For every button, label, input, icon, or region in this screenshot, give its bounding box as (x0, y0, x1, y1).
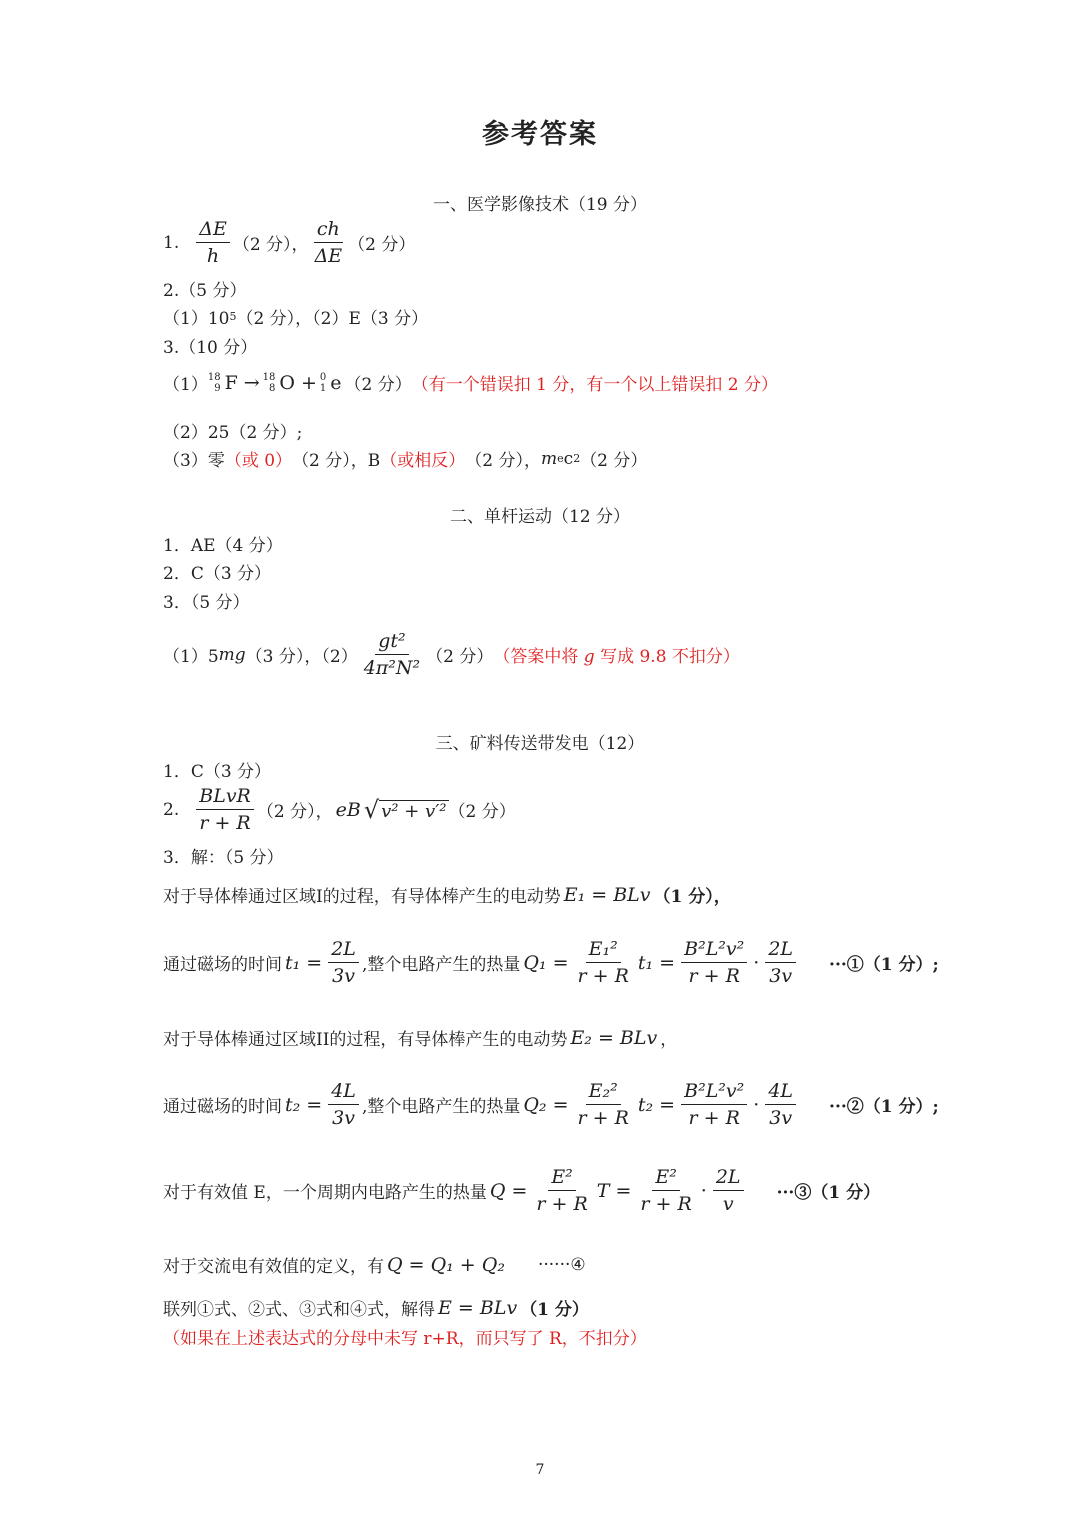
s3-q2: 2. $\frac{\text{BLvR}}{r + R}$ （2 分）， eB √ v² + v′² （2 分） (163, 785, 516, 834)
page-title: 参考答案 (482, 119, 598, 150)
nuclide-f18: 18 9 F (207, 371, 238, 394)
s1-q2-answer: （1）10 5 （2 分），（2）E（3 分） (163, 309, 429, 329)
s1-q1 (163, 218, 415, 267)
s3-line-7: 联列①式、②式、③式和④式，解得 E = BLv （1 分） (163, 1296, 589, 1320)
fraction-ch-over-delta-e: $\frac{ch}{\Delta E}$ (314, 218, 343, 267)
s3-grading-note: （如果在上述表达式的分母中未写 r+R，而只写了 R，不扣分） (163, 1329, 647, 1349)
s1-q3-1: （1） 18 9 F → 18 8 O + 0 1 e （2 分） （有一个错误扣 1 分，有一个以上错误扣 2 分） (163, 371, 779, 395)
s1-q2-head: 2.（5 分） (163, 281, 247, 301)
grading-note: （有一个错误扣 1 分，有一个以上错误扣 2 分） (411, 375, 779, 395)
positron: 0 1 e (319, 371, 342, 394)
s1-q3-head: 3.（10 分） (163, 338, 258, 358)
reaction-arrow: → (243, 371, 260, 394)
s2-q2: 2．C（3 分） (163, 564, 272, 584)
s3-line-2: 通过磁场的时间 t₁ = $\frac{2L}{3v}$ ,整个电路产生的热量 Q₁ = $\frac{\text{E₁²}}{r + R}$ t₁ = $\frac{\text{B²L²v²}}{r + R}$ · $\frac{2L}{3v}$ ···①（1 分）; (163, 938, 939, 987)
s3-line-1: 对于导体棒通过区域I的过程，有导体棒产生的电动势 E₁ = BLv （1 分）， (163, 883, 731, 907)
s3-line-4: 通过磁场的时间 t₂ = $\frac{4L}{3v}$ ,整个电路产生的热量 Q₂ = $\frac{\text{E₂²}}{r + R}$ t₂ = $\frac{\text{B²L²v²}}{r + R}$ · $\frac{4L}{3v}$ ···②（1 分）; (163, 1080, 939, 1129)
fraction-delta-e-over-h: $\frac{\Delta E}{h}$ (196, 218, 230, 267)
section-heading-1: 一、医学影像技术（19 分） (432, 195, 648, 215)
s3-q3-head: 3．解：（5 分） (163, 848, 284, 868)
s2-q3-answer: （1）5 mg （3 分），（2） $\frac{\text{gt²}}{\text{4π²N²}}$ （2 分） （答案中将 g 写成 9.8 不扣分） (163, 630, 740, 679)
nuclide-o18: 18 8 O (262, 371, 295, 394)
s3-line-5: 对于有效值 E，一个周期内电路产生的热量 Q = $\frac{\text{E²}}{r + R}$ T = $\frac{\text{E²}}{r + R}$ · $\frac{2L}{v}$ ···③（1 分） (163, 1166, 881, 1215)
s3-line-3: 对于导体棒通过区域II的过程，有导体棒产生的电动势 E₂ = BLv ， (163, 1026, 678, 1050)
s2-q1: 1．AE（4 分） (163, 536, 283, 556)
s1-q3-3: （3）零 （或 0） （2 分），B （或相反） （2 分）， m e c 2 （2 分） (163, 448, 648, 471)
points: （2 分）， (232, 235, 309, 255)
s3-line-6: 对于交流电有效值的定义，有 Q = Q₁ + Q₂ ······④ (163, 1253, 586, 1277)
s3-q1: 1．C（3 分） (163, 762, 272, 782)
fraction-blvr: $\frac{\text{BLvR}}{r + R}$ (196, 785, 254, 834)
page-number: 7 (535, 1462, 545, 1478)
q-number: 1. (163, 232, 180, 253)
points: （2 分） (348, 235, 416, 255)
s1-q3-2: （2）25（2 分）; (163, 423, 303, 443)
fraction-gt2-over-4pi2n2: $\frac{\text{gt²}}{\text{4π²N²}}$ (363, 630, 421, 679)
section-heading-3: 三、矿料传送带发电（12） (435, 734, 645, 754)
sqrt-expression: √ v² + v′² (363, 795, 447, 824)
s2-q3-head: 3．（5 分） (163, 593, 250, 613)
grading-note: （答案中将 g 写成 9.8 不扣分） (493, 647, 740, 667)
section-heading-2: 二、单杆运动（12 分） (449, 507, 631, 527)
